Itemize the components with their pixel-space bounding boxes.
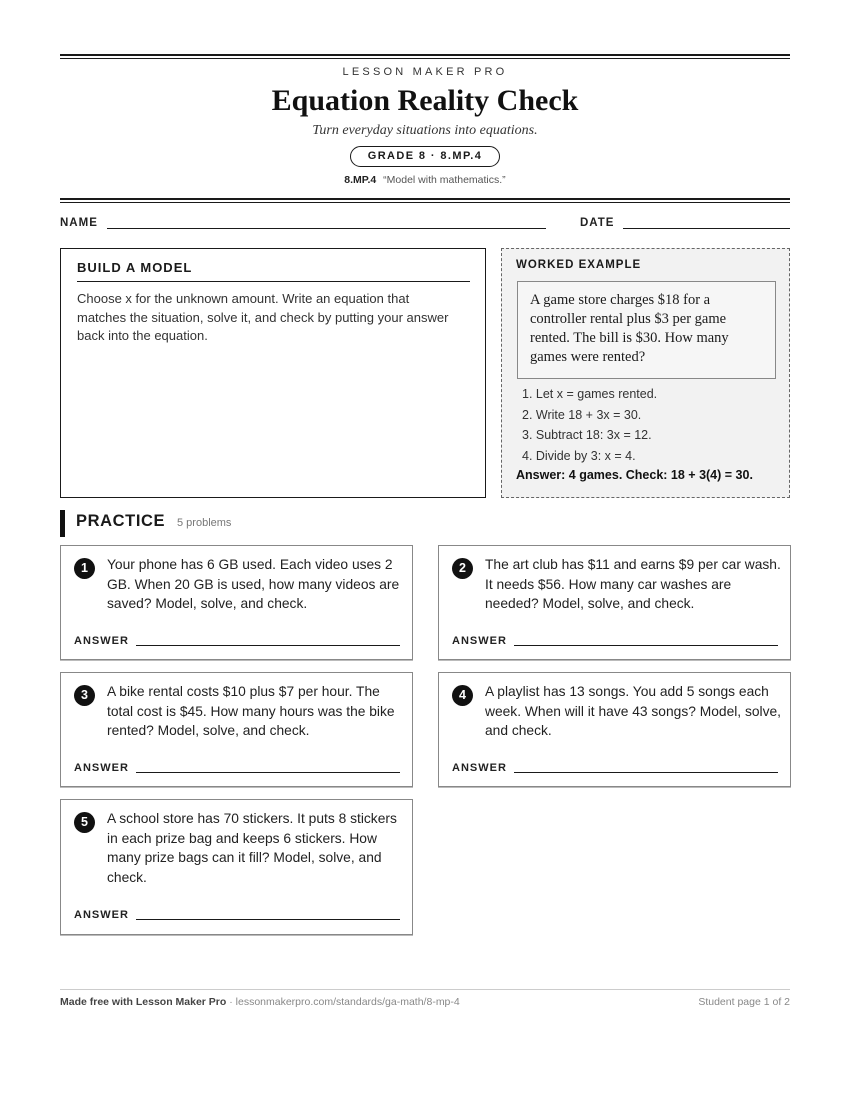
problem-card-5 bbox=[60, 799, 413, 935]
name-label: NAME bbox=[60, 217, 98, 229]
problem-text: Your phone has 6 GB used. Each video uses 2 GB. When 20 GB is used, how many videos are saved? Model, solve, and check. bbox=[107, 557, 400, 611]
footer-credit bbox=[60, 996, 460, 1008]
page-indicator: Student page 1 of 2 bbox=[698, 996, 790, 1008]
problem-card-2 bbox=[438, 545, 791, 660]
build-model-panel bbox=[60, 248, 486, 498]
worked-example-panel bbox=[501, 248, 790, 498]
answer-field[interactable] bbox=[136, 645, 400, 646]
standard-line bbox=[60, 174, 790, 186]
grade-badge: GRADE 8 · 8.MP.4 bbox=[350, 146, 500, 167]
worksheet-page bbox=[60, 0, 790, 1100]
worked-example-step: 4. Divide by 3: x = 4. bbox=[522, 448, 636, 463]
build-model-instructions: Choose x for the unknown amount. Write an equation that matches the situation, solve it, and check by putting your answer back into the equation. bbox=[77, 291, 449, 343]
date-field[interactable] bbox=[623, 228, 790, 229]
answer-field[interactable] bbox=[136, 772, 400, 773]
answer-field[interactable] bbox=[514, 645, 778, 646]
problem-text: The art club has $11 and earns $9 per car wash. It needs $56. How many car washes are needed? Model, solve, and check. bbox=[485, 557, 781, 611]
worked-example-step: 1. Let x = games rented. bbox=[522, 387, 658, 401]
practice-accent-bar bbox=[60, 510, 65, 537]
worked-example-problem: A game store charges $18 for a controller rental plus $3 per game rented. The bill is $30. How many games were rented? bbox=[517, 281, 776, 379]
worked-example-step: 2. Write 18 + 3x = 30. bbox=[522, 407, 642, 422]
problem-text: A bike rental costs $10 plus $7 per hour. The total cost is $45. How many hours was the bike rented? Model, solve, and check. bbox=[107, 684, 395, 738]
footer-rule bbox=[60, 989, 790, 990]
problem-card-1 bbox=[60, 545, 413, 660]
standard-code: 8.MP.4 bbox=[344, 174, 377, 186]
build-model-heading: BUILD A MODEL bbox=[77, 260, 470, 282]
header-top-rule bbox=[60, 54, 790, 59]
answer-label: ANSWER bbox=[74, 635, 129, 647]
problem-card-4 bbox=[438, 672, 791, 787]
practice-count: 5 problems bbox=[177, 517, 232, 529]
brand-name: LESSON MAKER PRO bbox=[342, 66, 508, 78]
answer-label: ANSWER bbox=[74, 762, 129, 774]
answer-label: ANSWER bbox=[74, 909, 129, 921]
answer-label: ANSWER bbox=[452, 635, 507, 647]
page-title: Equation Reality Check bbox=[271, 84, 579, 117]
name-field[interactable] bbox=[107, 228, 546, 229]
worked-example-heading: WORKED EXAMPLE bbox=[516, 259, 642, 271]
worked-example-answer: Answer: 4 games. Check: 18 + 3(4) = 30. bbox=[516, 468, 753, 482]
answer-field[interactable] bbox=[136, 919, 400, 920]
answer-label: ANSWER bbox=[452, 762, 507, 774]
practice-heading: PRACTICE bbox=[76, 512, 166, 530]
problem-number-badge: 2 bbox=[452, 558, 473, 579]
worked-example-step: 3. Subtract 18: 3x = 12. bbox=[522, 428, 652, 442]
problem-number-badge: 3 bbox=[74, 685, 95, 706]
problem-text: A playlist has 13 songs. You add 5 songs each week. When will it have 43 songs? Model, solve, and check. bbox=[485, 684, 782, 738]
problem-text: A school store has 70 stickers. It puts 8 stickers in each prize bag and keeps 6 stickers. How many prize bags can it fill? Model, solve, and check. bbox=[107, 811, 397, 885]
worked-example-steps bbox=[522, 384, 657, 466]
date-label: DATE bbox=[580, 217, 615, 229]
problem-number-badge: 1 bbox=[74, 558, 95, 579]
header-bottom-rule bbox=[60, 198, 790, 203]
footer-url: · lessonmakerpro.com/standards/ga-math/8-mp-4 bbox=[226, 996, 460, 1008]
answer-field[interactable] bbox=[514, 772, 778, 773]
page-subtitle: Turn everyday situations into equations. bbox=[312, 123, 538, 138]
footer-brand: Made free with Lesson Maker Pro bbox=[60, 996, 227, 1008]
problem-card-3 bbox=[60, 672, 413, 787]
standard-description: “Model with mathematics.” bbox=[383, 174, 506, 186]
problem-number-badge: 5 bbox=[74, 812, 95, 833]
problem-number-badge: 4 bbox=[452, 685, 473, 706]
